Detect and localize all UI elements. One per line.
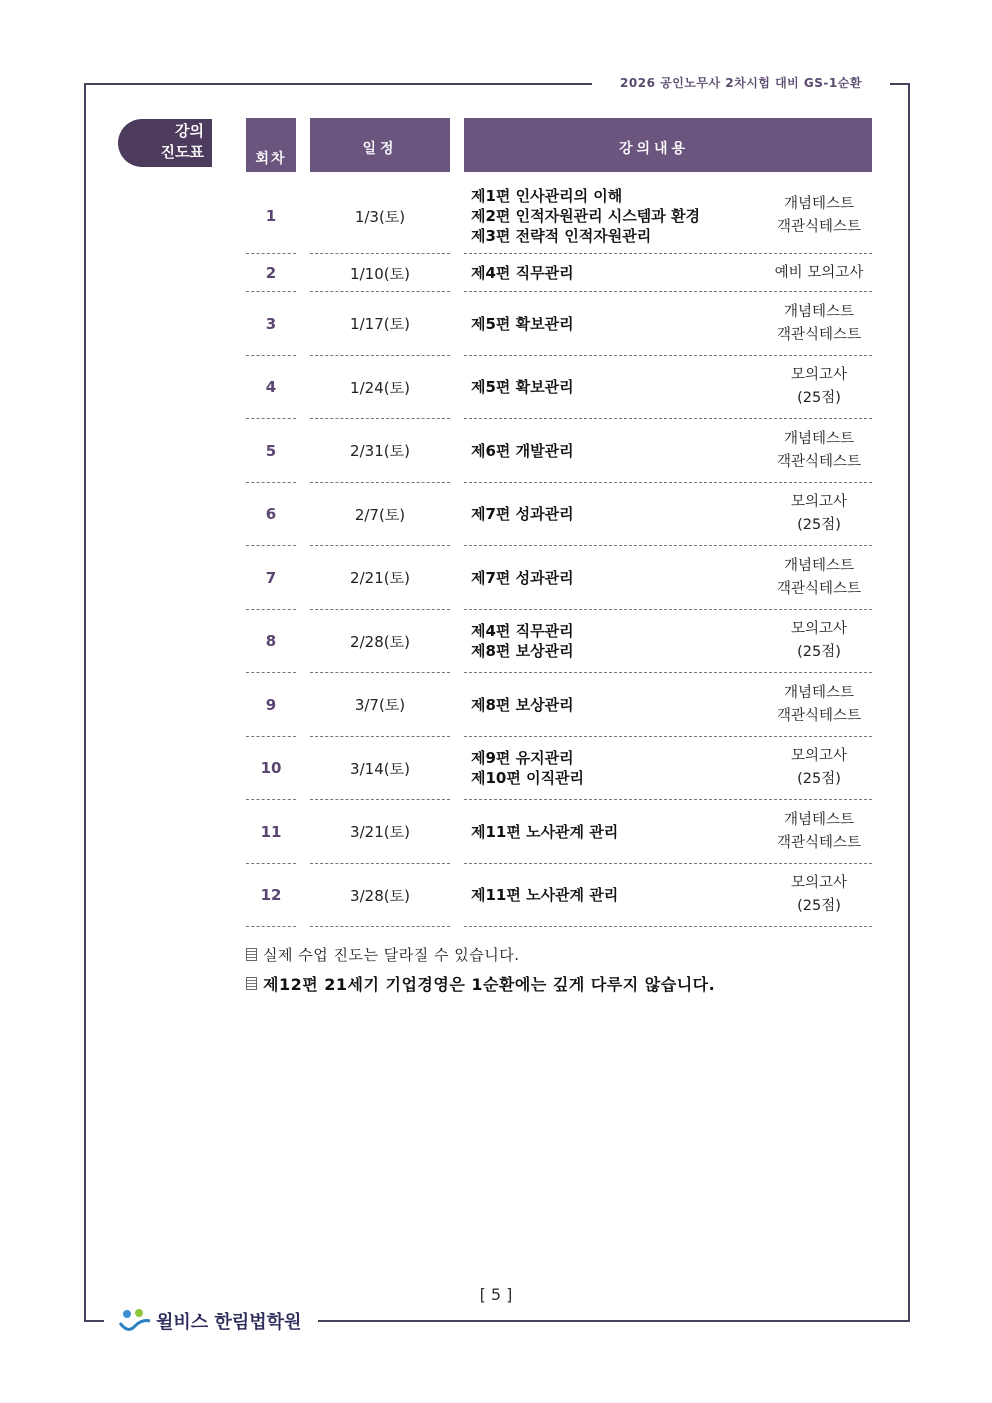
topic-line: 제11편 노사관계 관리 — [471, 822, 619, 841]
row-note — [766, 800, 872, 864]
frame-line-right — [908, 83, 910, 1321]
row-date: 2/28(토) — [350, 632, 410, 651]
note-progress — [246, 944, 519, 965]
topic-line: 제3편 전략적 인적자원관리 — [471, 227, 652, 245]
row-date: 3/7(토) — [354, 696, 406, 715]
note-line: (25점) — [797, 644, 841, 661]
memo-icon — [246, 977, 257, 990]
note-line: 예비 모의고사 — [774, 264, 864, 281]
note-line: 객관식테스트 — [776, 326, 862, 343]
note-line: (25점) — [797, 771, 841, 788]
schedule-table — [246, 178, 872, 927]
row-topics — [471, 356, 791, 420]
logo-text: 윌비스 한림법학원 — [156, 1312, 302, 1333]
row-date: 1/17(토) — [350, 315, 410, 334]
note-line: 모의고사 — [790, 367, 848, 384]
note-chapter12 — [246, 972, 715, 995]
row-topics — [471, 419, 791, 483]
table-row — [246, 356, 872, 420]
table-row — [246, 673, 872, 737]
header-date-label: 일정 — [362, 141, 398, 157]
row-topics — [471, 178, 791, 254]
row-date: 1/24(토) — [350, 378, 410, 397]
topic-line: 제2편 인적자원관리 시스템과 환경 — [471, 207, 700, 225]
topic-line: 제7편 성과관리 — [471, 505, 574, 524]
row-number: 1 — [265, 207, 277, 225]
table-row — [246, 610, 872, 674]
row-number: 7 — [265, 568, 277, 587]
note-line: 객관식테스트 — [776, 453, 862, 470]
side-tab-line2: 진도표 — [160, 143, 204, 161]
row-topics — [471, 673, 791, 737]
topic-line: 제5편 확보관리 — [471, 378, 574, 397]
logo-mark-icon — [118, 1307, 152, 1335]
topic-line: 제6편 개발관리 — [471, 441, 574, 460]
row-number: 5 — [265, 441, 277, 460]
topic-line: 제1편 인사관리의 이해 — [471, 187, 623, 205]
topic-line: 제4편 직무관리 — [471, 622, 574, 641]
note-line: 객관식테스트 — [776, 707, 862, 724]
page-number: [ 5 ] — [479, 1285, 513, 1304]
topic-line: 제8편 보상관리 — [471, 695, 574, 714]
note-line: 객관식테스트 — [776, 580, 862, 597]
header-content-label: 강의내용 — [618, 141, 690, 157]
table-row — [246, 254, 872, 292]
row-note — [766, 864, 872, 928]
note-line: 개념테스트 — [783, 303, 855, 320]
logo — [118, 1307, 301, 1335]
note-line: 모의고사 — [790, 494, 848, 511]
row-number: 10 — [260, 759, 282, 778]
header-round-label: 회차 — [255, 151, 287, 167]
row-note — [766, 610, 872, 674]
row-date: 2/31(토) — [350, 442, 410, 461]
table-row — [246, 864, 872, 928]
note-line: 모의고사 — [790, 621, 848, 638]
row-topics — [471, 483, 791, 547]
note-line: 모의고사 — [790, 875, 848, 892]
row-topics — [471, 292, 791, 356]
row-note — [766, 673, 872, 737]
row-number: 3 — [265, 314, 277, 333]
row-topics — [471, 610, 791, 674]
header-content — [464, 118, 872, 172]
table-row — [246, 483, 872, 547]
frame-line-bottom — [318, 1320, 910, 1322]
row-topics — [471, 864, 791, 928]
row-note — [766, 737, 872, 801]
topic-line: 제9편 유지관리 — [471, 749, 574, 768]
topic-line: 제8편 보상관리 — [471, 642, 574, 661]
note-line: 개념테스트 — [783, 811, 855, 828]
row-number: 2 — [265, 264, 277, 282]
frame-line-bottom-start — [84, 1320, 104, 1322]
note-line: 개념테스트 — [783, 430, 855, 447]
row-topics — [471, 254, 791, 292]
table-row — [246, 737, 872, 801]
row-note — [766, 356, 872, 420]
row-topics — [471, 800, 791, 864]
note-line: 객관식테스트 — [776, 834, 862, 851]
row-date: 1/10(토) — [350, 264, 410, 283]
row-note — [766, 178, 872, 254]
row-number: 8 — [265, 632, 277, 651]
topic-line: 제4편 직무관리 — [471, 264, 574, 282]
frame-line-left — [84, 83, 86, 1321]
side-tab-label — [161, 121, 204, 163]
row-divider — [464, 926, 872, 927]
note-progress-text: 실제 수업 진도는 달라질 수 있습니다. — [263, 946, 520, 964]
row-note — [766, 254, 872, 292]
table-row — [246, 800, 872, 864]
frame-line-top-end — [890, 83, 910, 85]
row-topics — [471, 737, 791, 801]
row-topics — [471, 546, 791, 610]
note-line: 객관식테스트 — [776, 219, 862, 235]
table-row — [246, 419, 872, 483]
row-date: 3/14(토) — [350, 759, 410, 778]
header-title: 2026 공인노무사 2차시험 대비 GS-1순환 — [620, 76, 862, 90]
row-number: 4 — [265, 378, 277, 397]
table-row — [246, 546, 872, 610]
row-number: 12 — [260, 886, 282, 905]
row-note — [766, 546, 872, 610]
header-round — [246, 118, 296, 172]
row-date: 2/7(토) — [354, 505, 406, 524]
row-note — [766, 483, 872, 547]
table-row — [246, 292, 872, 356]
topic-line: 제7편 성과관리 — [471, 568, 574, 587]
topic-line: 제5편 확보관리 — [471, 314, 574, 333]
note-line: 모의고사 — [790, 748, 848, 765]
table-row — [246, 178, 872, 254]
row-number: 9 — [265, 695, 277, 714]
row-date: 1/3(토) — [354, 207, 406, 226]
note-line: (25점) — [797, 390, 841, 407]
header-date — [310, 118, 450, 172]
memo-icon — [246, 948, 257, 961]
row-date: 3/28(토) — [350, 886, 410, 905]
topic-line: 제11편 노사관계 관리 — [471, 886, 619, 905]
note-line: (25점) — [797, 517, 841, 534]
row-number: 11 — [260, 822, 282, 841]
side-tab — [118, 119, 212, 167]
row-note — [766, 419, 872, 483]
row-note — [766, 292, 872, 356]
note-line: 개념테스트 — [783, 196, 855, 212]
row-number: 6 — [265, 505, 277, 524]
row-divider — [246, 926, 296, 927]
row-date: 3/21(토) — [350, 823, 410, 842]
note-line: 개념테스트 — [783, 684, 855, 701]
row-date: 2/21(토) — [350, 569, 410, 588]
note-chapter12-text: 제12편 21세기 기업경영은 1순환에는 깊게 다루지 않습니다. — [263, 975, 716, 994]
frame-line-top — [84, 83, 592, 85]
row-divider — [310, 926, 450, 927]
note-line: (25점) — [797, 898, 841, 915]
note-line: 개념테스트 — [783, 557, 855, 574]
side-tab-line1: 강의 — [175, 122, 204, 140]
topic-line: 제10편 이직관리 — [471, 769, 585, 788]
